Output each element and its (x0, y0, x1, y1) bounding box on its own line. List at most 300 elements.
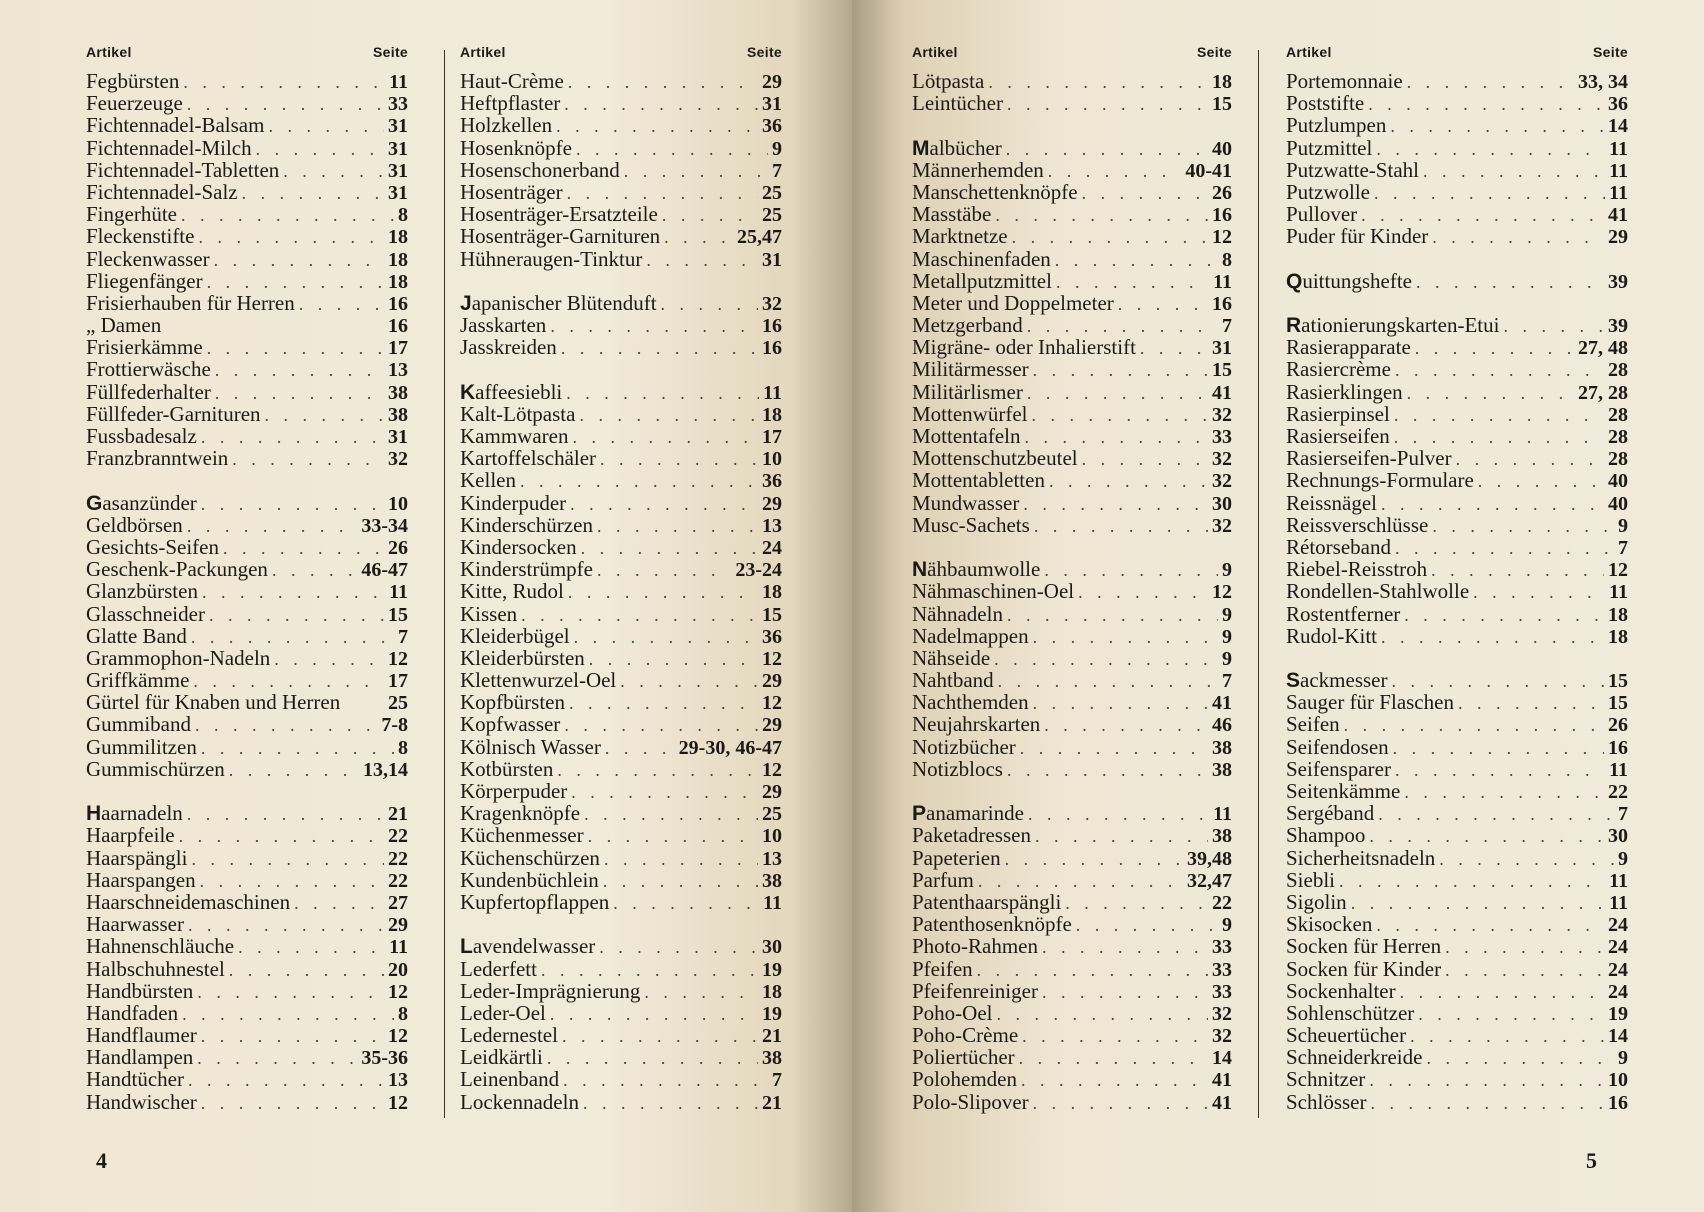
index-entry (1286, 381, 1628, 403)
entry-page: 29 (1608, 226, 1628, 249)
index-entry (1286, 780, 1628, 802)
dot-leader (197, 981, 384, 1003)
entry-page: 32 (1212, 1002, 1232, 1025)
entry-page: 9 (1222, 559, 1232, 582)
dot-leader (550, 1003, 758, 1025)
entry-page: 12 (1212, 226, 1232, 249)
index-entry (86, 824, 408, 846)
entry-page: 15 (1212, 359, 1232, 382)
index-entry (460, 824, 782, 846)
index-entry (1286, 980, 1628, 1002)
dot-leader (998, 670, 1218, 692)
entry-page: 16 (1212, 292, 1232, 315)
index-entry (912, 847, 1232, 869)
entry-page: 41 (1212, 692, 1232, 715)
entry-page: 25 (388, 692, 408, 715)
dot-leader (1393, 737, 1604, 759)
dot-leader (188, 914, 384, 936)
entry-label: Fliegenfänger (86, 268, 203, 293)
entry-label: Haarspangen (86, 867, 196, 892)
entry-page: 31 (762, 93, 782, 116)
entry-label: Franzbranntwein (86, 446, 229, 471)
dot-leader (283, 160, 384, 182)
dot-leader (181, 204, 394, 226)
index-rows (86, 70, 408, 1113)
dot-leader (1007, 604, 1218, 626)
index-entry (1286, 935, 1628, 957)
entry-label: „ Damen (86, 313, 162, 338)
entry-label: Militärlismer (912, 379, 1023, 404)
dot-leader (550, 315, 758, 337)
dot-leader (557, 759, 758, 781)
dot-leader (214, 249, 384, 271)
index-entry (460, 447, 782, 469)
entry-label: Leder-Oel (460, 1000, 546, 1025)
entry-label: Kopfbürsten (460, 690, 565, 715)
entry-page: 18 (388, 270, 408, 293)
dot-leader (583, 1092, 758, 1114)
entry-label: Hahnenschläuche (86, 934, 235, 959)
entry-page: 11 (389, 581, 408, 604)
entry-label: Hosenschonerband (460, 157, 620, 182)
entry-page: 10 (762, 825, 782, 848)
index-entry (912, 225, 1232, 247)
entry-page: 32 (762, 292, 782, 315)
entry-label: Poliertücher (912, 1045, 1015, 1070)
entry-label: Leder-Imprägnierung (460, 978, 641, 1003)
index-entry (1286, 314, 1628, 336)
index-entry (86, 580, 408, 602)
entry-label: Hosenträger (460, 179, 563, 204)
dot-leader (571, 781, 758, 803)
entry-label: Putzwolle (1286, 179, 1370, 204)
index-entry (86, 447, 408, 469)
column-header (1286, 44, 1628, 70)
entry-label: Musc-Sachets (912, 512, 1030, 537)
entry-label: Neujahrskarten (912, 712, 1041, 737)
index-entry (912, 381, 1232, 403)
entry-page: 46-47 (361, 559, 408, 582)
dot-leader (1007, 93, 1208, 115)
index-entry (86, 336, 408, 358)
entry-page: 7 (1222, 670, 1232, 693)
entry-label: Sicherheitsnadeln (1286, 845, 1436, 870)
dot-leader (563, 1069, 768, 1091)
entry-page: 7 (398, 625, 408, 648)
header-article: Artikel (912, 44, 958, 60)
index-entry (1286, 958, 1628, 980)
entry-label: Gasanzünder (86, 490, 197, 515)
entry-page: 18 (762, 581, 782, 604)
index-entry (86, 558, 408, 580)
dot-leader (605, 737, 675, 759)
dot-leader (1033, 1092, 1208, 1114)
entry-page: 9 (1222, 603, 1232, 626)
dot-leader (581, 537, 758, 559)
dot-leader (978, 870, 1183, 892)
index-entry (86, 137, 408, 159)
entry-page: 7 (772, 159, 782, 182)
index-entry (460, 137, 782, 159)
entry-label: Rationierungskarten-Etui (1286, 313, 1500, 338)
index-entry (460, 469, 782, 491)
index-entry (460, 847, 782, 869)
entry-page: 11 (1609, 181, 1628, 204)
dot-leader (232, 448, 384, 470)
entry-label: Paketadressen (912, 823, 1031, 848)
index-entry (1286, 92, 1628, 114)
entry-label: Lavendelwasser (460, 934, 596, 959)
dot-leader (1049, 470, 1208, 492)
dot-leader (1391, 670, 1604, 692)
entry-page: 41 (1608, 204, 1628, 227)
index-entry (460, 1024, 782, 1046)
entry-label: Gummilitzen (86, 734, 197, 759)
entry-page: 24 (762, 536, 782, 559)
entry-page: 7-8 (381, 714, 408, 737)
section-gap (912, 114, 1232, 136)
entry-page: 10 (1608, 1069, 1628, 1092)
dot-leader (1012, 226, 1208, 248)
dot-leader (1361, 204, 1604, 226)
entry-page: 12 (1212, 581, 1232, 604)
dot-leader (179, 825, 384, 847)
dot-leader (1394, 404, 1604, 426)
entry-label: Sockenhalter (1286, 978, 1396, 1003)
dot-leader (201, 737, 394, 759)
dot-leader (1021, 1069, 1208, 1091)
dot-leader (1431, 559, 1604, 581)
index-entry (460, 891, 782, 913)
entry-page: 25 (762, 181, 782, 204)
entry-page: 29 (762, 781, 782, 803)
index-entry (912, 270, 1232, 292)
entry-label: Gummischürzen (86, 756, 225, 781)
index-entry (912, 469, 1232, 491)
entry-page: 40 (1608, 470, 1628, 493)
entry-label: Glanzbürsten (86, 579, 198, 604)
entry-page: 31 (388, 426, 408, 448)
dot-leader (1426, 1047, 1614, 1069)
entry-label: Siebli (1286, 867, 1336, 892)
index-entry (86, 492, 408, 514)
entry-label: Schnitzer (1286, 1067, 1366, 1092)
dot-leader (201, 426, 384, 448)
index-entry (86, 203, 408, 225)
dot-leader (202, 581, 385, 603)
index-entry (1286, 358, 1628, 380)
entry-label: Frottierwäsche (86, 357, 211, 382)
index-entry (460, 736, 782, 758)
entry-page: 9 (1222, 625, 1232, 648)
dot-leader (238, 936, 385, 958)
dot-leader (994, 648, 1218, 670)
index-entry (86, 869, 408, 891)
entry-page: 38 (1212, 758, 1232, 781)
entry-page: 33 (1212, 958, 1232, 981)
entry-page: 33 (1212, 980, 1232, 1003)
dot-leader (568, 581, 758, 603)
dot-leader (1395, 759, 1605, 781)
entry-page: 18 (762, 980, 782, 1003)
entry-label: Hosenträger-Garnituren (460, 224, 661, 249)
header-article: Artikel (1286, 44, 1332, 60)
entry-label: Hühneraugen-Tinktur (460, 246, 643, 271)
entry-label: Küchenmesser (460, 823, 584, 848)
index-entry (86, 1068, 408, 1090)
dot-leader (187, 803, 384, 825)
dot-leader (1140, 337, 1208, 359)
dot-leader (644, 981, 758, 1003)
dot-leader (229, 759, 359, 781)
index-entry (460, 669, 782, 691)
index-entry (460, 758, 782, 780)
entry-page: 19 (762, 958, 782, 981)
dot-leader (195, 714, 377, 736)
dot-leader (613, 892, 759, 914)
index-entry (1286, 181, 1628, 203)
index-entry (86, 891, 408, 913)
index-rows (1286, 70, 1628, 1113)
index-entry (86, 403, 408, 425)
dot-leader (1044, 714, 1208, 736)
dot-leader (1376, 138, 1605, 160)
entry-label: Scheuertücher (1286, 1023, 1407, 1048)
index-entry (912, 70, 1232, 92)
index-entry (1286, 270, 1628, 292)
entry-label: Leidkärtli (460, 1045, 543, 1070)
entry-label: Haarspängli (86, 845, 188, 870)
entry-page: 9 (1618, 1047, 1628, 1070)
index-entry (86, 159, 408, 181)
entry-label: Schlösser (1286, 1089, 1367, 1114)
entry-label: Kindersocken (460, 534, 577, 559)
entry-page: 39,48 (1187, 847, 1232, 870)
index-entry (1286, 1046, 1628, 1068)
entry-label: Japanischer Blütenduft (460, 290, 657, 315)
index-entry (86, 736, 408, 758)
index-entry (86, 1091, 408, 1113)
dot-leader (198, 226, 384, 248)
entry-label: Jasskarten (460, 313, 547, 338)
dot-leader (1390, 115, 1604, 137)
entry-label: Frisierhauben für Herren (86, 290, 295, 315)
index-entry (1286, 1068, 1628, 1090)
entry-page: 18 (1212, 71, 1232, 93)
dot-leader (569, 692, 758, 714)
section-gap (460, 358, 782, 380)
index-entry (1286, 336, 1628, 358)
header-page: Seite (1593, 44, 1628, 60)
dot-leader (187, 93, 384, 115)
index-entry (912, 647, 1232, 669)
index-entry (1286, 558, 1628, 580)
dot-leader (1432, 515, 1614, 537)
index-entry (1286, 447, 1628, 469)
entry-page: 31 (388, 115, 408, 138)
index-entry (460, 1068, 782, 1090)
entry-label: Riebel-Reisstroh (1286, 557, 1428, 582)
dot-leader (1376, 914, 1604, 936)
dot-leader (256, 138, 384, 160)
entry-page: 27 (388, 891, 408, 914)
entry-page: 33, 34 (1578, 71, 1628, 93)
entry-page: 21 (388, 803, 408, 826)
dot-leader (1369, 1069, 1604, 1091)
entry-page: 41 (1212, 381, 1232, 404)
dot-leader (1456, 448, 1604, 470)
index-entry (1286, 203, 1628, 225)
index-entry (86, 603, 408, 625)
entry-label: Grammophon-Nadeln (86, 645, 271, 670)
entry-page: 18 (388, 248, 408, 271)
entry-page: 15 (762, 603, 782, 626)
index-entry (912, 736, 1232, 758)
entry-label: Klettenwurzel-Oel (460, 668, 617, 693)
dot-leader (1394, 426, 1604, 448)
dot-leader (570, 493, 758, 515)
entry-page: 29 (762, 71, 782, 93)
entry-label: Fingerhüte (86, 202, 177, 227)
entry-page: 16 (388, 315, 408, 338)
dot-leader (1056, 271, 1209, 293)
entry-label: Poho-Crème (912, 1023, 1019, 1048)
dot-leader (1445, 959, 1604, 981)
dot-leader (977, 959, 1208, 981)
entry-page: 25 (762, 204, 782, 227)
entry-label: Rasierapparate (1286, 335, 1411, 360)
entry-page: 24 (1608, 980, 1628, 1003)
entry-label: Rasierklingen (1286, 379, 1403, 404)
dot-leader (1404, 604, 1604, 626)
entry-label: Parfum (912, 867, 974, 892)
dot-leader (1458, 692, 1604, 714)
entry-label: Skisocken (1286, 912, 1373, 937)
dot-leader (1381, 626, 1604, 648)
dot-leader (1339, 870, 1605, 892)
entry-page: 32 (1212, 403, 1232, 426)
entry-page: 13 (762, 514, 782, 537)
entry-page: 11 (763, 891, 782, 914)
entry-label: Patenthosenknöpfe (912, 912, 1072, 937)
index-entry (1286, 1002, 1628, 1024)
entry-label: Leinenband (460, 1067, 560, 1092)
column-header (460, 44, 782, 70)
dot-leader (1042, 981, 1208, 1003)
index-entry (460, 713, 782, 735)
entry-label: Körperpuder (460, 779, 568, 803)
entry-label: Fegbürsten (86, 69, 180, 93)
entry-label: Kaffeesiebli (460, 379, 563, 404)
entry-label: Kammwaren (460, 424, 569, 448)
entry-page: 14 (1212, 1047, 1232, 1070)
entry-label: Männerhemden (912, 157, 1044, 182)
entry-label: Haarwasser (86, 912, 184, 937)
index-entry (1286, 847, 1628, 869)
index-entry (86, 358, 408, 380)
entry-page: 7 (772, 1069, 782, 1092)
entry-page: 32 (1212, 448, 1232, 471)
index-entry (912, 137, 1232, 159)
entry-page: 15 (1608, 670, 1628, 693)
entry-page: 8 (1222, 248, 1232, 271)
index-rows (912, 70, 1232, 1113)
entry-page: 10 (388, 492, 408, 515)
index-entry (1286, 603, 1628, 625)
entry-label: Kupfertopflappen (460, 889, 610, 914)
index-entry (912, 314, 1232, 336)
entry-page: 27, 28 (1578, 381, 1628, 404)
entry-label: Socken für Herren (1286, 934, 1442, 959)
entry-label: Glasschneider (86, 601, 205, 626)
index-entry (912, 492, 1232, 514)
index-entry (460, 536, 782, 558)
index-entry (912, 558, 1232, 580)
entry-label: Kalt-Lötpasta (460, 401, 576, 426)
entry-page: 11 (1609, 581, 1628, 604)
index-entry (86, 647, 408, 669)
dot-leader (1473, 581, 1605, 603)
entry-page: 31 (1212, 337, 1232, 360)
index-entry (460, 159, 782, 181)
dot-leader (1006, 138, 1208, 160)
entry-page: 26 (1608, 714, 1628, 737)
dot-leader (223, 537, 384, 559)
entry-page: 9 (1222, 914, 1232, 937)
entry-label: Holzkellen (460, 113, 553, 138)
index-entry (86, 802, 408, 824)
index-entry (86, 1024, 408, 1046)
dot-leader (1395, 537, 1614, 559)
dot-leader (187, 515, 358, 537)
entry-label: Nähseide (912, 645, 991, 670)
entry-page: 11 (763, 381, 782, 404)
index-entry (1286, 824, 1628, 846)
index-entry (1286, 536, 1628, 558)
index-entry (86, 913, 408, 935)
entry-label: Nachthemden (912, 690, 1029, 715)
entry-page: 29 (762, 492, 782, 515)
entry-label: Haarnadeln (86, 801, 183, 826)
entry-label: Lederfett (460, 956, 537, 981)
entry-page: 13,14 (363, 758, 408, 781)
entry-label: Metzgerband (912, 313, 1023, 338)
index-entry (912, 514, 1232, 536)
entry-label: Quittungshefte (1286, 268, 1412, 293)
section-gap (1286, 248, 1628, 270)
dot-leader (520, 470, 758, 492)
entry-page: 12 (762, 692, 782, 715)
dot-leader (564, 714, 758, 736)
entry-page: 12 (388, 1025, 408, 1048)
entry-page: 7 (1618, 536, 1628, 559)
index-entry (912, 181, 1232, 203)
index-entry (460, 802, 782, 824)
entry-label: Shampoo (1286, 823, 1366, 848)
entry-label: Rétorseband (1286, 534, 1391, 559)
entry-page: 9 (1222, 647, 1232, 670)
dot-leader (182, 1003, 394, 1025)
entry-label: Mottentafeln (912, 424, 1021, 448)
dot-leader (1378, 803, 1614, 825)
entry-page: 20 (388, 958, 408, 981)
index-entry (1286, 514, 1628, 536)
entry-label: Kinderschürzen (460, 512, 593, 537)
entry-page: 30 (1212, 492, 1232, 515)
index-entry (460, 114, 782, 136)
column-header (86, 44, 408, 70)
index-entry (460, 203, 782, 225)
